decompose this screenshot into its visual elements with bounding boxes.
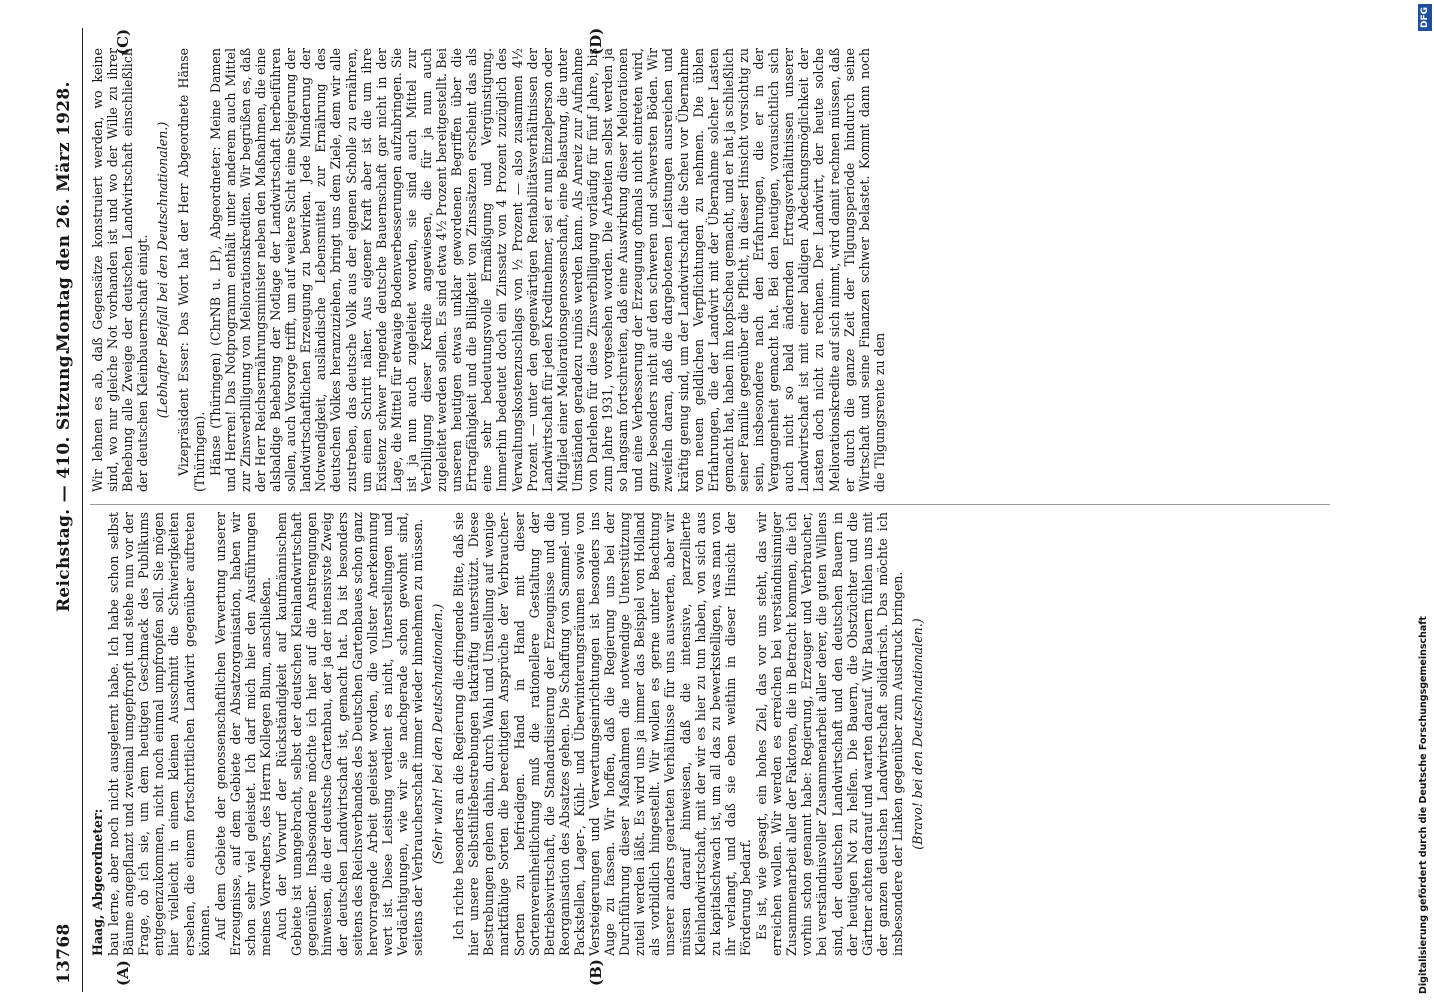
paragraph: Hänse (Thüringen) (ChrNB u. LP), Abgeordneter: Meine Damen und Herren! Das Notprogramm enthält unter anderem auch Mittel zur Zinsverbilligung von Meliorationskrediten. Wir begrüßen es, daß der Herr Reichsernährungsminister neben den Maßnahmen, die eine alsbaldige Behebung der Notlage der Landwirtschaft herbeiführen sollen, auch Vorsorge trifft, um auf weitere Sicht eine Steigerung der landwirtschaftlichen Erzeugung zu bewirken. Jede Minderung der Notwendigkeit, ausländische Lebensmittel zur Ernährung des deutschen Volkes heranzuziehen, bringt uns dem Ziele, dem wir alle zustreben, das deutsche Volk aus der eigenen Scholle zu ernähren, um einen Schritt näher. Aus eigener Kraft aber ist die um ihre Existenz schwer ringende deutsche Bauernschaft gar nicht in der Lage, die Mittel für etwaige Bodenverbesserungen aufzubringen. Sie ist ja nun auch zugeleitet worden, sie sind auch Mittel zur Verbilligung dieser Kredite angewiesen, die für ja nun auch zugeleitet werden sollen. Es sind etwa 4½ Prozent bereitgestellt. Bei unseren heutigen etwas unklar gewordenen Begriffen über die Ertragfähigkeit und die Billigkeit von Zinssätzen erscheint das als eine sehr bedeutungsvolle Ermäßigung und Vergünstigung. Immerhin bedeutet doch ein Zinssatz von 4 Prozent zuzüglich des Verwaltungskostenzuschlags von ½ Prozent — also zusammen 4½ Prozent — unter den gegenwärtigen Rentabilitätsverhältnissen der Landwirtschaft für jeden Kreditnehmer, sei er nun Einzelperson oder Mitglied einer Meliorationsgenossenschaft, eine Belastung, die unter Umständen geradezu ruinös werden kann. Als Anreiz zur Aufnahme von Darlehen für diese Zinsverbilligung vorläufig für fünf Jahre, bis zum Jahre 1931, vorgesehen worden. Die Arbeiten selbst werden ja so langsam fortschreiten, daß eine Auswirkung dieser Meliorationen und eine Verbesserung der Erzeugung oftmals nicht eintreten wird, ganz besonders nicht auf den schweren und schwersten Böden. Wir zweifeln daran, daß die dargebotenen Leistungen ausreichen und kräftig genug sind, um der Landwirtschaft die Scheu vor Übernahme von neuen geldlichen Verpflichtungen zu nehmen. Die üblen Erfahrungen, die der Landwirt mit der Übernahme solcher Lasten gemacht hat, haben ihn kopfscheu gemacht, und er hat ja schließlich seiner Familie gegenüber die Pflicht, in dieser Hinsicht vorsichtig zu sein, insbesondere nach den Erfahrungen, die er in der Vergangenheit gemacht hat. Bei den heutigen, vorausichtlich sich auch nicht so bald ändernden Ertragsverhältnissen unserer Landwirtschaft ist mit einer baldigen Abdeckungsmöglichkeit der Lasten doch nicht zu rechnen. Der Landwirt, der heute solche Meliorationskredite auf sich nimmt, wird damit rechnen müssen, daß er durch die ganze Zeit der Tilgungsperiode hindurch seine Wirtschaft und seine Finanzen schwer belastet. Kommt dann noch die Tilgungsrente zu den xyxy=(207,48,887,492)
right-column xyxy=(90,48,1330,492)
paragraph: Es ist, wie gesagt, ein hohes Ziel, das vor uns steht, das wir erreichen wollen. Wir werden es erreichen bei verständnisinniger Zusammenarbeit aller der Faktoren, die in Betracht kommen, die ich vorhin schon genannt habe: Regierung, Erzeuger und Verbraucher, bei verständnisvoller Zusammenarbeit aller derer, die guten Willens sind, der deutschen Landwirtschaft und den deutschen Bauern in der heutigen Not zu helfen. Die Bauern, die Obstzüchter und die Gärtner achten darauf und warten darauf. Wir Bauern fühlen uns mit der ganzen deutschen Landwirtschaft solidarisch. Das möchte ich insbesondere der Linken gegenüber zum Ausdruck bringen. xyxy=(754,512,905,956)
margin-marker-c: (C) xyxy=(114,28,132,55)
header-rule xyxy=(82,28,83,992)
margin-marker-b: (B) xyxy=(587,959,605,986)
column-separator xyxy=(90,504,1330,505)
credit-text: Digitalisierung gefördert durch die Deutsche Forschungsgemeinschaft xyxy=(1418,616,1429,994)
interjection: (Sehr wahr! bei den Deutschnationalen.) xyxy=(430,603,446,865)
page-number: 13768 xyxy=(54,923,74,984)
page-header xyxy=(52,28,80,992)
interjection: (Lebhafter Beifall bei den Deutschnationalen.) xyxy=(155,121,171,419)
speaker-line: Haag, Abgeordneter: xyxy=(90,808,105,956)
session-title: Reichstag. — 410. Sitzung. xyxy=(54,348,74,612)
margin-marker-d: (D) xyxy=(587,27,605,55)
paragraph: Auf dem Gebiete der genossenschaftlichen Verwertung unserer Erzeugnisse, auf dem Gebiete der Absatzorganisation, haben wir schon sehr viel geleistet. Ich darf mich hier den Ausführungen meines Vorredners, des Herrn Kollegen Blum, anschließen. xyxy=(212,512,274,956)
margin-marker-a: (A) xyxy=(114,960,132,986)
digitization-credit xyxy=(1418,4,1434,994)
left-column xyxy=(90,512,1330,956)
session-date: Montag den 26. März 1928. xyxy=(54,81,74,352)
paragraph: bau lerne, aber noch nicht ausgelernt habe. Ich habe schon selbst Bäume angepflanzt und zweimal umgepfropft und stehe nun vor der Frage, ob ich sie, um dem heutigen Geschmack des Publikums entgegenzukommen, nicht noch einmal umpfropfen soll. Sie mögen hier vielleicht in einem kleinen Ausschnitt die Schwierigkeiten ersehen, die einem fortschrittlichen Landwirt gegenüber auftreten können. xyxy=(106,512,212,956)
paragraph: Ich richte besonders an die Regierung die dringende Bitte, daß sie hier unsere Selbsthilfebestrebungen tatkräftig unterstützt. Diese Bestrebungen gehen dahin, durch Wahl und Umstellung auf wenige marktfähige Sorten die berechtigten Ansprüche der Verbraucher-Sorten zu befriedigen. Hand in Hand mit dieser Sortenvereinheitlichung muß die rationellere Gestaltung der Betriebswirtschaft, die Standardisierung der Erzeugnisse und die Reorganisation des Absatzes gehen. Die Schaffung von Sammel- und Packstellen, Lager-, Kühl- und Überwinterungsräumen sowie von Versteigerungen und Verwertungseinrichtungen ist besonders ins Auge zu fassen. Wir hoffen, daß die Regierung uns bei der Durchführung dieser Maßnahmen die notwendige Unterstützung zuteil werden läßt. Es wird uns ja immer das Beispiel von Holland als vorbildlich hingestellt. Wir wollen es gerne unter Beachtung unserer anders gearteten Verhältnisse für uns auswerten, aber wir müssen darauf hinweisen, daß die intensive, parzellierte Kleinlandwirtschaft, mit der wir es hier zu tun haben, von sich aus zu kapitalschwach ist, um all das zu bewerkstelligen, was man von ihr verlangt, und daß sie eben weithin in dieser Hinsicht der Förderung bedarf. xyxy=(451,512,753,956)
paragraph: Auch der Vorwurf der Rückständigkeit auf kaufmännischem Gebiete ist unangebracht, selbst der deutschen Kleinlandwirtschaft gegenüber. Insbesondere möchte ich hier auf die Anstrengungen hinweisen, die der deutsche Gartenbau, der ja der intensivste Zweig der deutschen Landwirtschaft ist, gemacht hat. Da ist besonders seitens des Reichsverbandes des Deutschen Gartenbaues schon ganz hervorragende Arbeit geleistet worden, die vollster Anerkennung wert ist. Diese Leistung verdient es nicht, Unterstellungen und Verdächtigungen, wie wir sie nachgerade schon gewohnt sind, seitens der Verbraucherschaft immer wieder hinnehmen zu müssen. xyxy=(274,512,425,956)
scanned-page xyxy=(52,28,1372,992)
dfg-logo: DFG xyxy=(1418,4,1432,31)
paragraph: Wir lehnen es ab, daß Gegensätze konstruiert werden, wo keine sind, wo nur gleiche Not vorhanden ist und wo der Wille zu ihrer Behebung alle Zweige der deutschen Landwirtschaft einschließlich der deutschen Kleinbauernschaft einigt. xyxy=(90,48,151,492)
speaker-announcement: Vizepräsident Esser: Das Wort hat der Herr Abgeordnete Hänse (Thüringen). xyxy=(176,48,207,492)
interjection: (Bravo! bei den Deutschnationalen.) xyxy=(909,618,925,850)
